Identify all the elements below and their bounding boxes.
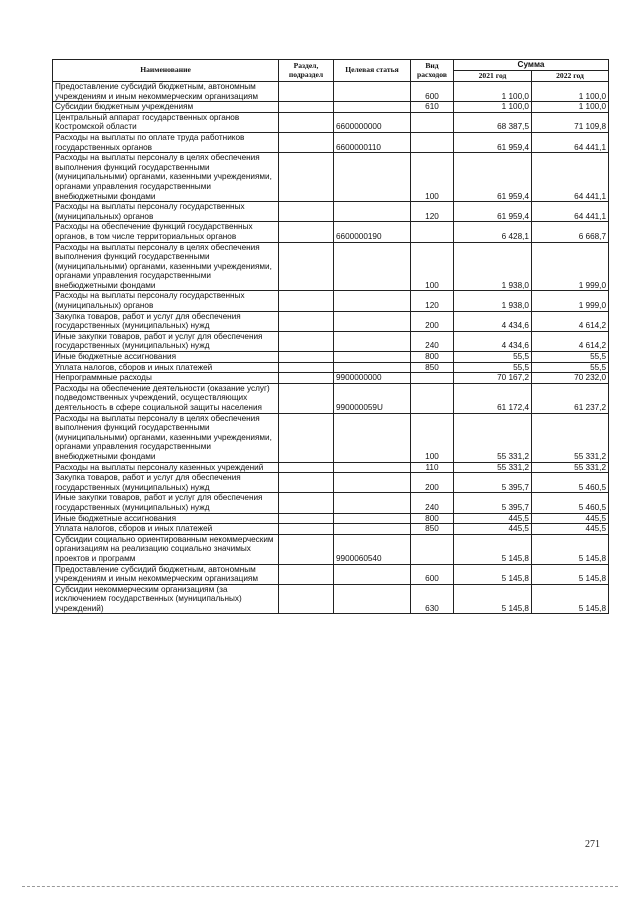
cell-target: 9900060540 <box>334 534 411 564</box>
cell-2022: 1 100,0 <box>532 82 609 102</box>
cell-section <box>279 112 334 132</box>
cell-2022: 5 460,5 <box>532 473 609 493</box>
cell-name: Закупка товаров, работ и услуг для обеспечения государственных (муниципальных) нужд <box>53 473 279 493</box>
cell-kind: 630 <box>411 584 454 614</box>
cell-name: Расходы на выплаты персоналу в целях обеспечения выполнения функций государственными (муниципальными) органами, казенными учреждениями, органами управления государственными внебюджетными фондами <box>53 153 279 202</box>
table-row <box>53 352 609 363</box>
cell-section <box>279 202 334 222</box>
cell-2022: 70 232,0 <box>532 373 609 384</box>
cell-name: Расходы на обеспечение деятельности (оказание услуг) подведомственных учреждений, осуществляющих деятельность в сфере социальной защиты населения <box>53 383 279 413</box>
cell-target: 6600000110 <box>334 132 411 152</box>
table-row <box>53 331 609 351</box>
cell-2022: 55,5 <box>532 362 609 373</box>
table-row <box>53 311 609 331</box>
cell-target <box>334 473 411 493</box>
table-row <box>53 291 609 311</box>
cell-section <box>279 291 334 311</box>
cell-2022: 71 109,8 <box>532 112 609 132</box>
cell-name: Расходы на выплаты персоналу в целях обеспечения выполнения функций государственными (муниципальными) органами, казенными учреждениями, органами управления государственными внебюджетными фондами <box>53 413 279 462</box>
cell-kind <box>411 222 454 242</box>
cell-name: Иные бюджетные ассигнования <box>53 513 279 524</box>
cell-2021: 1 100,0 <box>454 102 532 113</box>
cell-target <box>334 524 411 535</box>
cell-section <box>279 584 334 614</box>
cell-2021: 6 428,1 <box>454 222 532 242</box>
cell-name: Предоставление субсидий бюджетным, автономным учреждениям и иным некоммерческим организациям <box>53 564 279 584</box>
table-row <box>53 513 609 524</box>
cell-2022: 64 441,1 <box>532 153 609 202</box>
cell-name: Центральный аппарат государственных органов Костромской области <box>53 112 279 132</box>
table-row <box>53 413 609 462</box>
table-row <box>53 202 609 222</box>
cell-section <box>279 331 334 351</box>
cell-2021: 55 331,2 <box>454 413 532 462</box>
header-target: Целевая статья <box>334 60 411 82</box>
cell-target: 6600000000 <box>334 112 411 132</box>
table-row <box>53 373 609 384</box>
table-row <box>53 524 609 535</box>
cell-2022: 4 614,2 <box>532 331 609 351</box>
cell-2021: 5 395,7 <box>454 493 532 513</box>
cell-section <box>279 153 334 202</box>
cell-2021: 68 387,5 <box>454 112 532 132</box>
cell-2021: 1 938,0 <box>454 291 532 311</box>
cell-section <box>279 102 334 113</box>
cell-2022: 445,5 <box>532 524 609 535</box>
cell-name: Субсидии социально ориентированным некоммерческим организациям на реализацию социально значимых проектов и программ <box>53 534 279 564</box>
table-row <box>53 473 609 493</box>
table-row <box>53 102 609 113</box>
cell-kind: 610 <box>411 102 454 113</box>
cell-kind: 850 <box>411 524 454 535</box>
cell-section <box>279 222 334 242</box>
cell-kind: 850 <box>411 362 454 373</box>
cell-2021: 55,5 <box>454 362 532 373</box>
cell-name: Непрограммные расходы <box>53 373 279 384</box>
cell-2021: 5 145,8 <box>454 534 532 564</box>
cell-kind <box>411 373 454 384</box>
cell-target <box>334 564 411 584</box>
cell-name: Расходы на выплаты персоналу казенных учреждений <box>53 462 279 473</box>
cell-kind: 100 <box>411 153 454 202</box>
cell-2022: 64 441,1 <box>532 202 609 222</box>
cell-2022: 6 668,7 <box>532 222 609 242</box>
cell-2022: 4 614,2 <box>532 311 609 331</box>
table-row <box>53 132 609 152</box>
cell-section <box>279 383 334 413</box>
cell-section <box>279 564 334 584</box>
cell-2021: 1 938,0 <box>454 242 532 291</box>
cell-target <box>334 153 411 202</box>
cell-kind <box>411 132 454 152</box>
table-row <box>53 112 609 132</box>
header-2022: 2022 год <box>532 71 609 82</box>
cell-2021: 61 959,4 <box>454 153 532 202</box>
table-row <box>53 362 609 373</box>
cell-2022: 445,5 <box>532 513 609 524</box>
cell-target: 6600000190 <box>334 222 411 242</box>
bottom-divider <box>22 886 618 887</box>
cell-kind <box>411 383 454 413</box>
cell-2021: 445,5 <box>454 524 532 535</box>
header-kind: Вид расходов <box>411 60 454 82</box>
cell-name: Расходы на выплаты по оплате труда работников государственных органов <box>53 132 279 152</box>
cell-kind: 600 <box>411 564 454 584</box>
cell-kind: 800 <box>411 513 454 524</box>
cell-name: Иные закупки товаров, работ и услуг для обеспечения государственных (муниципальных) нужд <box>53 331 279 351</box>
cell-2021: 61 172,4 <box>454 383 532 413</box>
cell-name: Субсидии бюджетным учреждениям <box>53 102 279 113</box>
cell-section <box>279 413 334 462</box>
cell-2021: 5 145,8 <box>454 564 532 584</box>
cell-name: Уплата налогов, сборов и иных платежей <box>53 524 279 535</box>
table-row <box>53 242 609 291</box>
cell-name: Расходы на выплаты персоналу в целях обеспечения выполнения функций государственными (муниципальными) органами, казенными учреждениями, органами управления государственными внебюджетными фондами <box>53 242 279 291</box>
cell-target <box>334 242 411 291</box>
cell-2022: 55,5 <box>532 352 609 363</box>
cell-target <box>334 462 411 473</box>
cell-section <box>279 82 334 102</box>
header-sum: Сумма <box>454 60 609 71</box>
table-row <box>53 462 609 473</box>
cell-target <box>334 513 411 524</box>
cell-target: 9900000000 <box>334 373 411 384</box>
cell-2022: 5 145,8 <box>532 534 609 564</box>
table-row <box>53 82 609 102</box>
cell-target <box>334 82 411 102</box>
cell-kind: 200 <box>411 473 454 493</box>
cell-target <box>334 413 411 462</box>
cell-target: 990000059U <box>334 383 411 413</box>
cell-2021: 4 434,6 <box>454 331 532 351</box>
cell-section <box>279 473 334 493</box>
cell-name: Иные закупки товаров, работ и услуг для обеспечения государственных (муниципальных) нужд <box>53 493 279 513</box>
budget-table <box>52 59 609 614</box>
cell-target <box>334 362 411 373</box>
cell-section <box>279 242 334 291</box>
table-row <box>53 383 609 413</box>
cell-target <box>334 102 411 113</box>
cell-kind <box>411 112 454 132</box>
cell-2021: 55 331,2 <box>454 462 532 473</box>
cell-name: Расходы на обеспечение функций государственных органов, в том числе территориальных органов <box>53 222 279 242</box>
cell-2022: 55 331,2 <box>532 413 609 462</box>
cell-target <box>334 291 411 311</box>
cell-2021: 5 395,7 <box>454 473 532 493</box>
cell-kind: 600 <box>411 82 454 102</box>
cell-section <box>279 513 334 524</box>
cell-name: Расходы на выплаты персоналу государственных (муниципальных) органов <box>53 202 279 222</box>
cell-2021: 1 100,0 <box>454 82 532 102</box>
cell-2022: 1 100,0 <box>532 102 609 113</box>
cell-name: Уплата налогов, сборов и иных платежей <box>53 362 279 373</box>
cell-kind: 110 <box>411 462 454 473</box>
cell-2022: 5 460,5 <box>532 493 609 513</box>
cell-kind <box>411 534 454 564</box>
cell-name: Субсидии некоммерческим организациям (за исключением государственных (муниципальных) учреждений) <box>53 584 279 614</box>
cell-target <box>334 352 411 363</box>
header-2021: 2021 год <box>454 71 532 82</box>
cell-section <box>279 132 334 152</box>
cell-name: Расходы на выплаты персоналу государственных (муниципальных) органов <box>53 291 279 311</box>
cell-2022: 5 145,8 <box>532 564 609 584</box>
cell-2021: 55,5 <box>454 352 532 363</box>
cell-target <box>334 493 411 513</box>
cell-section <box>279 362 334 373</box>
cell-2022: 5 145,8 <box>532 584 609 614</box>
cell-section <box>279 493 334 513</box>
cell-2022: 64 441,1 <box>532 132 609 152</box>
cell-2021: 61 959,4 <box>454 202 532 222</box>
cell-2021: 5 145,8 <box>454 584 532 614</box>
cell-2022: 1 999,0 <box>532 291 609 311</box>
cell-name: Закупка товаров, работ и услуг для обеспечения государственных (муниципальных) нужд <box>53 311 279 331</box>
cell-section <box>279 352 334 363</box>
cell-kind: 120 <box>411 202 454 222</box>
cell-section <box>279 524 334 535</box>
table-row <box>53 584 609 614</box>
cell-2021: 4 434,6 <box>454 311 532 331</box>
cell-section <box>279 462 334 473</box>
cell-target <box>334 584 411 614</box>
cell-target <box>334 202 411 222</box>
cell-kind: 100 <box>411 413 454 462</box>
cell-name: Предоставление субсидий бюджетным, автономным учреждениям и иным некоммерческим организациям <box>53 82 279 102</box>
table-row <box>53 222 609 242</box>
cell-2021: 61 959,4 <box>454 132 532 152</box>
cell-2022: 55 331,2 <box>532 462 609 473</box>
table-row <box>53 493 609 513</box>
table-row <box>53 564 609 584</box>
cell-kind: 240 <box>411 331 454 351</box>
cell-2021: 70 167,2 <box>454 373 532 384</box>
page-number: 271 <box>585 839 600 850</box>
cell-kind: 120 <box>411 291 454 311</box>
cell-kind: 200 <box>411 311 454 331</box>
table-row <box>53 153 609 202</box>
cell-section <box>279 373 334 384</box>
cell-kind: 100 <box>411 242 454 291</box>
table-row <box>53 534 609 564</box>
cell-2022: 61 237,2 <box>532 383 609 413</box>
header-name: Наименование <box>53 60 279 82</box>
cell-target <box>334 311 411 331</box>
cell-target <box>334 331 411 351</box>
cell-kind: 800 <box>411 352 454 363</box>
header-section: Раздел, подраздел <box>279 60 334 82</box>
cell-section <box>279 311 334 331</box>
cell-kind: 240 <box>411 493 454 513</box>
cell-name: Иные бюджетные ассигнования <box>53 352 279 363</box>
cell-section <box>279 534 334 564</box>
cell-2021: 445,5 <box>454 513 532 524</box>
table-body <box>53 82 609 614</box>
cell-2022: 1 999,0 <box>532 242 609 291</box>
